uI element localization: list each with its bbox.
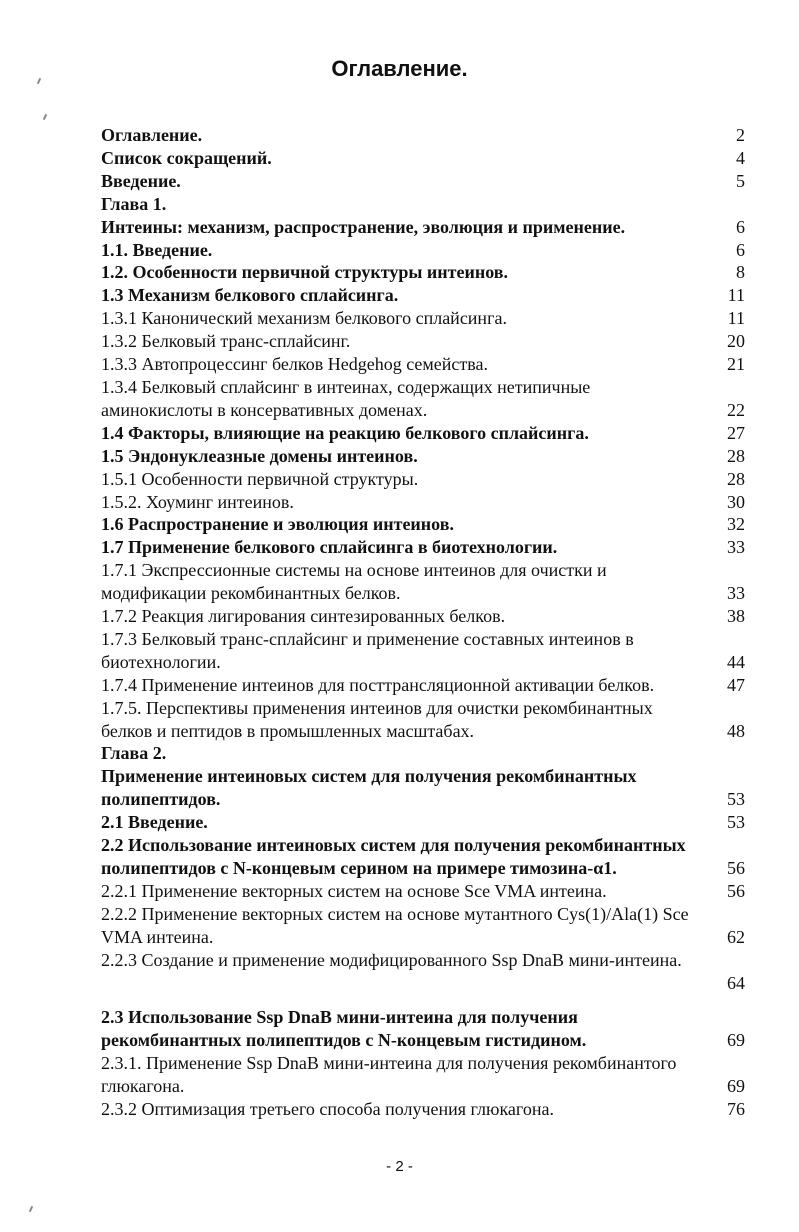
- toc-entry-line: [101, 559, 745, 582]
- toc-entry-line: [101, 651, 745, 674]
- toc-entry-text: Введение.: [101, 170, 181, 191]
- toc-entry-line: [101, 628, 745, 651]
- toc-entry-text: 1.6 Распространение и эволюция интеинов.: [101, 514, 454, 535]
- toc-entry-text: Глава 2.: [101, 743, 167, 764]
- toc-entry-line: [101, 903, 745, 926]
- toc-entry-line: [101, 307, 745, 330]
- toc-entry-text: Оглавление.: [101, 125, 203, 145]
- toc-entry-line: [101, 788, 745, 811]
- toc-entry-line: [101, 216, 745, 239]
- toc-page-number: 11: [727, 285, 745, 306]
- toc-entry-text: глюкагона.: [101, 1076, 185, 1097]
- toc-entry-text: белков и пептидов в промышленных масштабах.: [101, 720, 475, 741]
- toc-entry-line: [101, 697, 745, 720]
- toc-entry-text: 1.2. Особенности первичной структуры интеинов.: [101, 262, 508, 283]
- toc-entry-line: [101, 1006, 745, 1029]
- toc-page-number: 11: [727, 308, 745, 329]
- toc-entry-text: аминокислоты в консервативных доменах.: [101, 399, 428, 420]
- toc-entry-line: [101, 468, 745, 491]
- toc-entry-line: [101, 605, 745, 628]
- toc-entry-line: [101, 1075, 745, 1098]
- toc-entry-text: 2.2.1 Применение векторных систем на основе Sce VMA интеина.: [101, 880, 607, 901]
- toc-entry-line: [101, 376, 745, 399]
- toc-entry-text: модификации рекомбинантных белков.: [101, 583, 401, 604]
- toc-page-number: 2: [736, 125, 745, 145]
- toc-entry-text: 2.3 Использование Ssp DnaB мини-интеина для получения: [101, 1007, 578, 1028]
- toc-entry-line: [101, 926, 745, 949]
- toc-entry-line: [101, 239, 745, 262]
- toc-entry-text: биотехнологии.: [101, 651, 221, 672]
- toc-entry-line: [101, 147, 745, 170]
- toc-entry-text: Интеины: механизм, распространение, эволюция и применение.: [101, 216, 626, 237]
- toc-page-number: 56: [727, 858, 745, 878]
- toc-entry-text: 2.1 Введение.: [101, 812, 208, 833]
- toc-entry-line: [101, 261, 745, 284]
- toc-page-number: 6: [736, 216, 745, 237]
- toc-page-number: 38: [727, 606, 745, 627]
- toc-entry-line: [101, 834, 745, 857]
- toc-entry-line: [101, 399, 745, 422]
- toc-entry-text: 1.7.1 Экспрессионные системы на основе интеинов для очистки и: [101, 560, 607, 581]
- page-number: - 2 -: [386, 1158, 413, 1175]
- toc-entry-text: 1.5.2. Хоуминг интеинов.: [101, 491, 294, 512]
- toc-page-number: 53: [727, 789, 745, 810]
- toc-entry-line: [101, 720, 745, 743]
- toc-page-number: 47: [727, 674, 745, 695]
- toc-entry-line: [101, 422, 745, 445]
- toc-entry-text: 1.5.1 Особенности первичной структуры.: [101, 468, 419, 489]
- toc-page-number: 8: [736, 262, 745, 283]
- toc-page-number: 48: [727, 720, 745, 741]
- toc-entry-line: [101, 582, 745, 605]
- toc-entry-line: [101, 949, 745, 972]
- toc-page-number: 5: [736, 170, 745, 191]
- toc-entry-line: [101, 857, 745, 880]
- toc-entry-line: [101, 193, 745, 216]
- scan-speck: [29, 1206, 33, 1212]
- toc-page-number: 4: [736, 147, 745, 168]
- toc-entry-line: [101, 674, 745, 697]
- toc-entry-text: 1.5 Эндонуклеазные домены интеинов.: [101, 445, 418, 466]
- toc-entry-line: [101, 536, 745, 559]
- toc-entry-line: [101, 170, 745, 193]
- toc-entry-text: 1.3.4 Белковый сплайсинг в интеинах, содержащих нетипичные: [101, 376, 591, 397]
- toc-page-number: 53: [727, 812, 745, 833]
- toc-entry-line: [101, 491, 745, 514]
- toc-entry-line: [101, 880, 745, 903]
- toc-page-number: 33: [727, 537, 745, 558]
- toc-entry-line: [101, 1029, 745, 1052]
- toc-page-number: 69: [727, 1076, 745, 1097]
- toc-entry-text: 2.3.2 Оптимизация третьего способа получения глюкагона.: [101, 1099, 554, 1120]
- toc-entry-line: [101, 1098, 745, 1121]
- toc-page-number: 27: [727, 422, 745, 443]
- toc-entry-text: 1.1. Введение.: [101, 239, 213, 260]
- toc-entry-text: 1.3.1 Канонический механизм белкового сплайсинга.: [101, 308, 507, 329]
- toc-entry-line: [101, 811, 745, 834]
- toc-page-number: 28: [727, 468, 745, 489]
- table-of-contents: [101, 124, 745, 1121]
- toc-entry-line: [101, 1052, 745, 1075]
- page-title: Оглавление.: [331, 56, 468, 81]
- toc-page-number: 20: [727, 331, 745, 352]
- toc-page-number: 69: [727, 1030, 745, 1051]
- toc-page-number: 30: [727, 491, 745, 512]
- scan-speck: [43, 114, 47, 120]
- toc-entry-text: Применение интеиновых систем для получения рекомбинантных: [101, 766, 637, 787]
- toc-entry-text: 2.2.3 Создание и применение модифицированного Ssp DnaB мини-интеина.: [101, 949, 682, 970]
- toc-entry-text: VMA интеина.: [101, 926, 214, 947]
- toc-entry-text: 1.3 Механизм белкового сплайсинга.: [101, 285, 399, 306]
- toc-page-number: 6: [736, 239, 745, 260]
- toc-page-number: 62: [727, 926, 745, 947]
- toc-entry-text: 1.7 Применение белкового сплайсинга в биотехнологии.: [101, 537, 558, 558]
- toc-entry-text: 1.4 Факторы, влияющие на реакцию белкового сплайсинга.: [101, 422, 589, 443]
- toc-entry-text: 2.3.1. Применение Ssp DnaB мини-интеина для получения рекомбинантого: [101, 1053, 677, 1074]
- toc-page-number: 21: [727, 354, 745, 375]
- toc-entry-line: [101, 445, 745, 468]
- toc-entry-text: рекомбинантных полипептидов с N-концевым гистидином.: [101, 1030, 587, 1051]
- toc-entry-line: [101, 284, 745, 307]
- toc-entry-line: [101, 330, 745, 353]
- toc-entry-text: Глава 1.: [101, 193, 167, 214]
- toc-page-number: 44: [727, 651, 745, 672]
- toc-entry-line: [101, 353, 745, 376]
- toc-entry-text: Список сокращений.: [101, 147, 272, 168]
- toc-entry-line: [101, 742, 745, 765]
- toc-entry-text: полипептидов.: [101, 789, 221, 810]
- toc-entry-text: 1.7.5. Перспективы применения интеинов для очистки рекомбинантных: [101, 697, 653, 718]
- toc-entry-line: [101, 765, 745, 788]
- toc-page-number: 33: [727, 583, 745, 604]
- toc-entry-line: [101, 513, 745, 536]
- toc-entry-text: 1.3.2 Белковый транс-сплайсинг.: [101, 331, 351, 352]
- toc-entry-text: 2.2.2 Применение векторных систем на основе мутантного Cys(1)/Ala(1) Sce: [101, 903, 689, 924]
- toc-page-number: 56: [727, 880, 745, 901]
- toc-page-number: 28: [727, 445, 745, 466]
- toc-page-number: 22: [727, 399, 745, 420]
- toc-page-number: 76: [727, 1099, 745, 1120]
- toc-page-number: 64: [727, 972, 745, 993]
- toc-entry-text: 1.3.3 Автопроцессинг белков Hedgehog семейства.: [101, 354, 489, 375]
- toc-entry-text: полипептидов с N-концевым серином на примере тимозина-α1.: [101, 858, 617, 878]
- toc-entry-text: 1.7.2 Реакция лигирования синтезированных белков.: [101, 606, 506, 627]
- toc-page-number: 32: [727, 514, 745, 535]
- toc-entry-text: 1.7.3 Белковый транс-сплайсинг и применение составных интеинов в: [101, 628, 634, 649]
- toc-entry-text: 1.7.4 Применение интеинов для посттрансляционной активации белков.: [101, 674, 655, 695]
- toc-entry-text: 2.2 Использование интеиновых систем для получения рекомбинантных: [101, 835, 686, 856]
- toc-entry-line: [101, 124, 745, 147]
